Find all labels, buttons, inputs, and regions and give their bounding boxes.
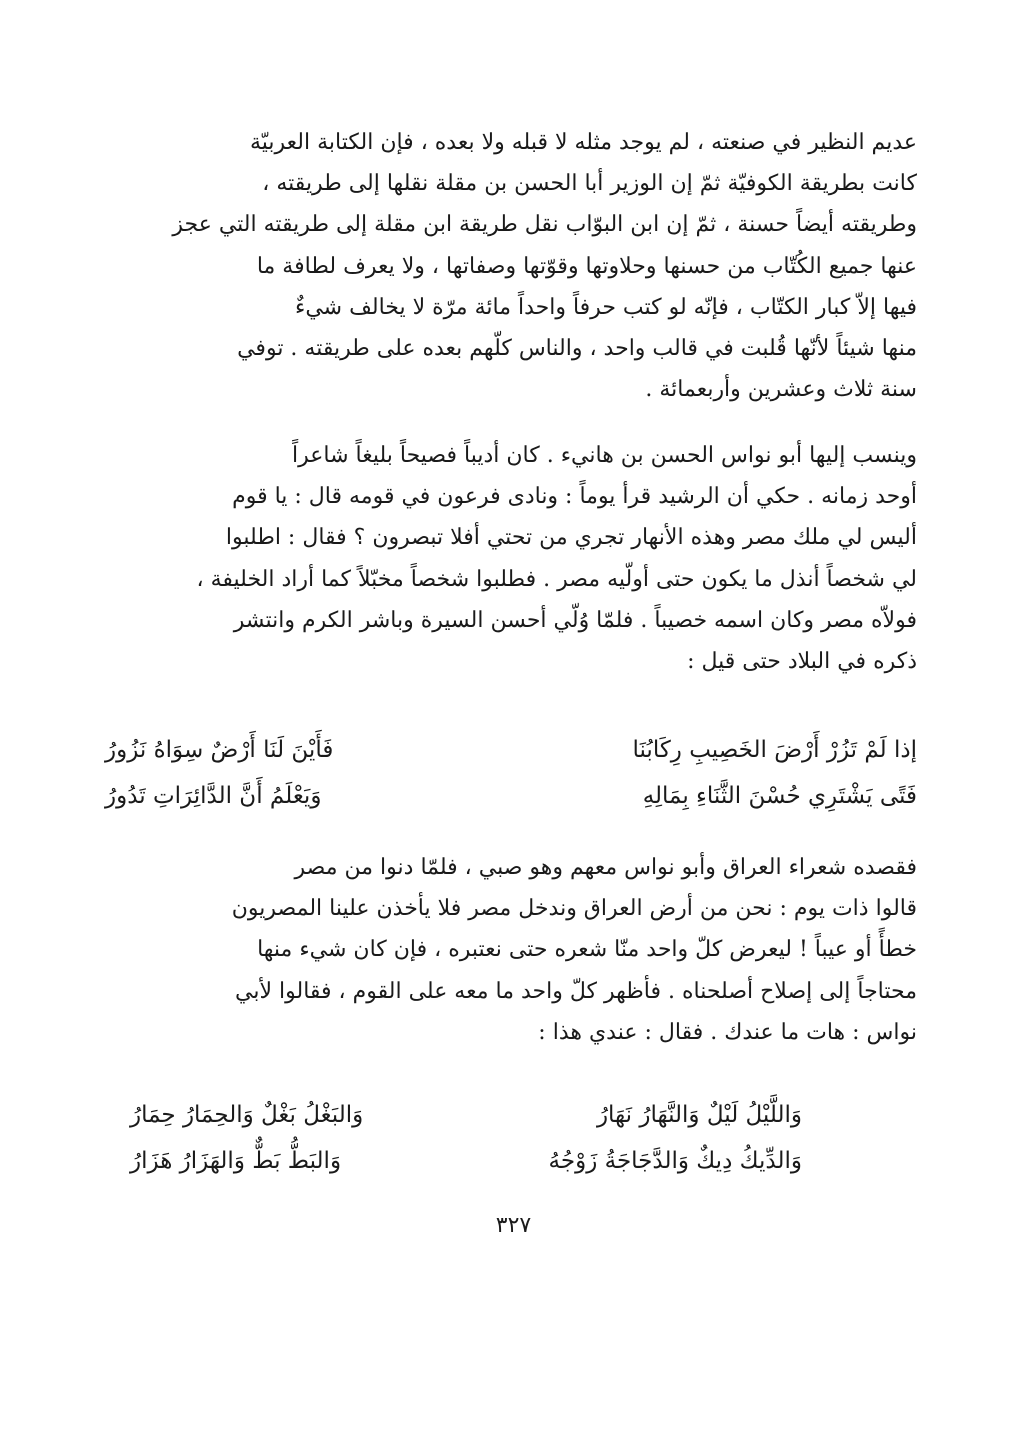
paragraph-abu-nuwas — [105, 435, 917, 682]
verse-line — [105, 727, 917, 773]
text-line: فقصده شعراء العراق وأبو نواس معهم وهو صبي ، فلمّا دنوا من مصر — [294, 855, 917, 880]
text-line: أوحد زمانه . حكي أن الرشيد قرأ يوماً : ونادى فرعون في قومه قال : يا قوم — [232, 484, 917, 510]
text-line: منها شيئاً لأنّها قُلبت في قالب واحد ، والناس كلّهم بعده على طريقته . توفي — [237, 336, 917, 362]
text-line: عنها جميع الكُتّاب من حسنها وحلاوتها وقوّتها وصفاتها ، ولا يعرف لطافة ما — [256, 253, 917, 279]
verse-line — [130, 1092, 802, 1138]
text-line: نواس : هات ما عندك . فقال : عندي هذا : — [538, 1019, 917, 1045]
text-line: ذكره في البلاد حتى قيل : — [687, 649, 917, 675]
verse-second-hemistich: وَيَعْلَمُ أَنَّ الدَّائِرَاتِ تَدُورُ — [105, 783, 322, 809]
paragraph-poets-of-iraq — [105, 847, 917, 1053]
verse-block-khasib — [105, 727, 917, 819]
verse-block-night-day — [130, 1092, 802, 1184]
text-line: لي شخصاً أنذل ما يكون حتى أولّيه مصر . فطلبوا شخصاً مخبّلاً كما أراد الخليفة ، — [196, 566, 917, 592]
verse-second-hemistich: وَالبَطُّ بَطٌّ وَالهَزَارُ هَزَارُ — [130, 1148, 342, 1174]
paragraph-ibn-bawwab — [105, 122, 917, 410]
verse-first-hemistich: وَاللَّيْلُ لَيْلٌ وَالنَّهَارُ نَهَارُ — [596, 1102, 802, 1128]
text-line: محتاجاً إلى إصلاح أصلحناه . فأظهر كلّ واحد ما معه على القوم ، فقالوا لأبي — [235, 978, 917, 1004]
text-line: خطأً أو عيباً ! ليعرض كلّ واحد منّا شعره حتى نعتبره ، فإن كان شيء منها — [257, 937, 917, 963]
text-line: كانت بطريقة الكوفيّة ثمّ إن الوزير أبا الحسن بن مقلة نقلها إلى طريقته ، — [262, 171, 917, 197]
verse-second-hemistich: وَالبَغْلُ بَغْلٌ وَالحِمَارُ حِمَارُ — [130, 1102, 364, 1128]
verse-first-hemistich: وَالدِّيكُ دِيكٌ وَالدَّجَاجَةُ زَوْجُهُ — [548, 1148, 802, 1174]
text-line: سنة ثلاث وعشرين وأربعمائة . — [645, 377, 917, 403]
text-line: وينسب إليها أبو نواس الحسن بن هانيء . كان أديباً فصيحاً بليغاً شاعراً — [292, 443, 917, 468]
text-line: أليس لي ملك مصر وهذه الأنهار تجري من تحتي أفلا تبصرون ؟ فقال : اطلبوا — [225, 525, 917, 551]
verse-first-hemistich: إذا لَمْ تَزُرْ أَرْضَ الخَصِيبِ رِكَابُنَا — [632, 737, 917, 763]
text-line: قالوا ذات يوم : نحن من أرض العراق وندخل مصر فلا يأخذن علينا المصريون — [231, 896, 917, 922]
verse-line — [105, 773, 917, 819]
verse-first-hemistich: فَتًى يَشْتَرِي حُسْنَ الثَّنَاءِ بِمَالِهِ — [642, 783, 917, 809]
page-number: ٣٢٧ — [495, 1213, 532, 1238]
text-line: عديم النظير في صنعته ، لم يوجد مثله لا قبله ولا بعده ، فإن الكتابة العربيّة — [249, 130, 917, 155]
text-line: وطريقته أيضاً حسنة ، ثمّ إن ابن البوّاب نقل طريقة ابن مقلة إلى طريقته التي عجز — [172, 212, 917, 238]
text-line: فيها إلاّ كبار الكتّاب ، فإنّه لو كتب حرفاً واحداً مائة مرّة لا يخالف شيءٌ — [294, 294, 917, 320]
verse-second-hemistich: فَأَيْنَ لَنَا أَرْضٌ سِوَاهُ نَزُورُ — [105, 737, 334, 763]
text-line: فولاّه مصر وكان اسمه خصيباً . فلمّا وُلّي أحسن السيرة وباشر الكرم وانتشر — [233, 607, 917, 633]
verse-line — [130, 1138, 802, 1184]
